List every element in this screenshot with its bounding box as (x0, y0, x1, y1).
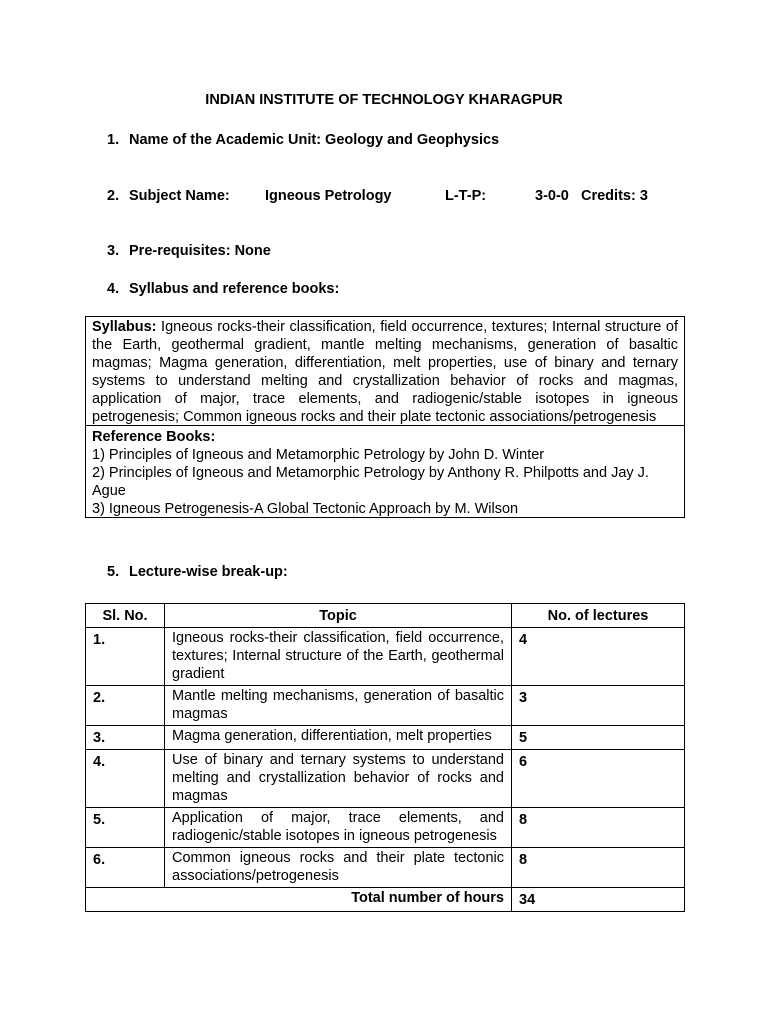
syllabus-text: Igneous rocks-their classification, field occurrence, textures; Internal structure of the Earth, geothermal gradient, mantle melting mechanisms, generation of basaltic magmas; Magma generation, differentiation, melt properties, use of binary and ternary systems to understand melting and crystallization behavior of rocks and magmas, application of major, trace elements, and radiogenic/stable isotopes in igneous petrogenesis; Common igneous rocks and their plate tectonic associations/petrogenesis (92, 319, 678, 425)
row-topic: Igneous rocks-their classification, field occurrence, textures; Internal structure of the Earth, geothermal gradient (165, 628, 512, 686)
item-number: 2. (107, 188, 120, 204)
row-sl: 6. (86, 848, 165, 888)
table-header-row (86, 604, 685, 628)
item-number: 1. (107, 132, 120, 148)
row-lectures: 8 (512, 848, 685, 888)
reference-section (86, 428, 684, 518)
lecture-table (85, 603, 685, 912)
reference-book: 3) Igneous Petrogenesis-A Global Tectonic Approach by M. Wilson (92, 501, 519, 517)
lecture-heading-text: Lecture-wise break-up: (129, 564, 288, 580)
item-number: 5. (107, 564, 120, 580)
ltp-value: 3-0-0 (535, 188, 569, 204)
col-header-sl: Sl. No. (86, 604, 165, 628)
table-row (86, 808, 685, 848)
page-title: INDIAN INSTITUTE OF TECHNOLOGY KHARAGPUR (205, 92, 563, 108)
row-sl: 2. (86, 686, 165, 726)
reference-label: Reference Books: (92, 429, 216, 445)
reference-book: 2) Principles of Igneous and Metamorphic Petrology by Anthony R. Philpotts and Jay J. Ague (92, 465, 649, 499)
row-sl: 4. (86, 750, 165, 808)
lecture-heading (107, 564, 288, 580)
table-row (86, 726, 685, 750)
syllabus-heading (107, 281, 339, 297)
prerequisites-line (107, 243, 271, 259)
syllabus-heading-text: Syllabus and reference books: (129, 281, 340, 297)
row-topic: Application of major, trace elements, and radiogenic/stable isotopes in igneous petrogenesis (165, 808, 512, 848)
col-header-lectures: No. of lectures (512, 604, 685, 628)
academic-unit-text: Name of the Academic Unit: Geology and Geophysics (129, 132, 500, 148)
row-lectures: 6 (512, 750, 685, 808)
row-topic: Mantle melting mechanisms, generation of basaltic magmas (165, 686, 512, 726)
row-lectures: 4 (512, 628, 685, 686)
ltp-label: L-T-P: (445, 188, 487, 204)
divider (86, 425, 684, 426)
item-number: 3. (107, 243, 120, 259)
table-row (86, 628, 685, 686)
table-row (86, 750, 685, 808)
row-sl: 1. (86, 628, 165, 686)
row-lectures: 3 (512, 686, 685, 726)
syllabus-section (86, 318, 684, 426)
item-number: 4. (107, 281, 120, 297)
subject-name: Igneous Petrology (265, 188, 392, 204)
row-lectures: 8 (512, 808, 685, 848)
reference-book: 1) Principles of Igneous and Metamorphic Petrology by John D. Winter (92, 447, 545, 463)
total-label: Total number of hours (86, 888, 512, 912)
total-value: 34 (512, 888, 685, 912)
row-topic: Common igneous rocks and their plate tectonic associations/petrogenesis (165, 848, 512, 888)
prerequisites-text: Pre-requisites: None (129, 243, 271, 259)
syllabus-box (85, 316, 685, 518)
credits: Credits: 3 (581, 188, 648, 204)
row-sl: 5. (86, 808, 165, 848)
row-sl: 3. (86, 726, 165, 750)
academic-unit-line (107, 132, 499, 148)
syllabus-label: Syllabus: (92, 319, 157, 335)
table-row (86, 686, 685, 726)
row-lectures: 5 (512, 726, 685, 750)
subject-label: Subject Name: (129, 188, 230, 204)
total-row (86, 888, 685, 912)
row-topic: Use of binary and ternary systems to understand melting and crystallization behavior of rocks and magmas (165, 750, 512, 808)
col-header-topic: Topic (165, 604, 512, 628)
row-topic: Magma generation, differentiation, melt properties (165, 726, 512, 750)
table-row (86, 848, 685, 888)
